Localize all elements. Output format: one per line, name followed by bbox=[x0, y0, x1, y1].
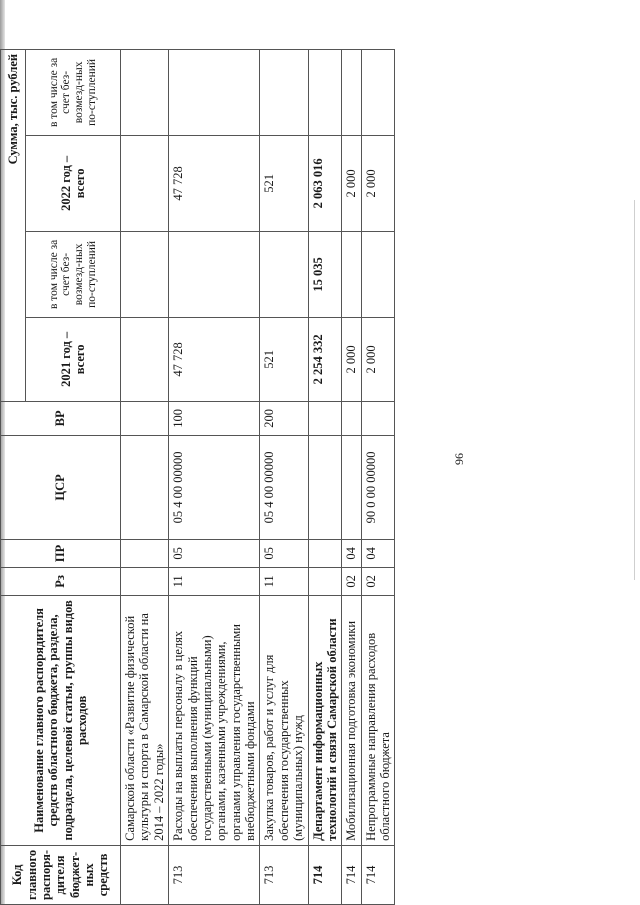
cell-2021-total: 2 000 bbox=[342, 317, 361, 401]
cell-vr bbox=[121, 401, 169, 435]
header-2022-grants: в том числе за счет без-возмезд-ных по-ступлений bbox=[26, 49, 121, 135]
header-rz: Рз bbox=[1, 567, 121, 595]
cell-csr bbox=[342, 435, 361, 539]
cell-code: 714 bbox=[308, 845, 342, 904]
cell-csr: 05 4 00 00000 bbox=[169, 435, 260, 539]
cell-pr bbox=[121, 539, 169, 567]
header-vr: ВР bbox=[1, 401, 121, 435]
cell-2022-total: 521 bbox=[260, 135, 308, 231]
cell-2022-grants bbox=[361, 49, 395, 135]
cell-csr: 90 0 00 00000 bbox=[361, 435, 395, 539]
cell-rz: 02 bbox=[342, 567, 361, 595]
cell-name: Закупка товаров, работ и услуг для обеспечения государственных (муниципальных) нужд bbox=[260, 595, 308, 845]
cell-2021-grants bbox=[169, 231, 260, 317]
cell-2021-total bbox=[121, 317, 169, 401]
header-row-1 bbox=[1, 49, 26, 904]
cell-rz: 11 bbox=[260, 567, 308, 595]
cell-code: 713 bbox=[260, 845, 308, 904]
cell-rz bbox=[121, 567, 169, 595]
header-2021-grants: в том числе за счет без-возмезд-ных по-ступлений bbox=[26, 231, 121, 317]
cell-2021-grants bbox=[361, 231, 395, 317]
cell-2021-total: 47 728 bbox=[169, 317, 260, 401]
cell-pr: 04 bbox=[361, 539, 395, 567]
cell-code bbox=[121, 845, 169, 904]
cell-csr: 05 4 00 00000 bbox=[260, 435, 308, 539]
cell-2021-grants bbox=[121, 231, 169, 317]
cell-pr: 05 bbox=[169, 539, 260, 567]
cell-2021-grants bbox=[260, 231, 308, 317]
cell-2022-grants bbox=[169, 49, 260, 135]
cell-code: 714 bbox=[342, 845, 361, 904]
cell-csr bbox=[121, 435, 169, 539]
header-sum-group: Сумма, тыс. рублей bbox=[1, 49, 26, 401]
cell-rz bbox=[308, 567, 342, 595]
header-2021-total: 2021 год – всего bbox=[26, 317, 121, 401]
header-name: Наименование главного распорядителя средств областного бюджета, раздела, подраздела, целевой статьи, группы видов расходов bbox=[1, 595, 121, 845]
cell-2022-grants bbox=[342, 49, 361, 135]
header-2022-total: 2022 год – всего bbox=[26, 135, 121, 231]
cell-rz: 02 bbox=[361, 567, 395, 595]
table-row bbox=[121, 49, 169, 904]
cell-vr bbox=[361, 401, 395, 435]
cell-pr bbox=[308, 539, 342, 567]
table-row bbox=[169, 49, 260, 904]
page-number: 96 bbox=[452, 453, 466, 465]
cell-2021-grants: 15 035 bbox=[308, 231, 342, 317]
cell-2021-total: 2 000 bbox=[361, 317, 395, 401]
cell-pr: 04 bbox=[342, 539, 361, 567]
cell-2022-total: 2 000 bbox=[361, 135, 395, 231]
cell-2022-total: 2 000 bbox=[342, 135, 361, 231]
cell-2022-grants bbox=[121, 49, 169, 135]
cell-name: Самарской области «Развитие физической культуры и спорта в Самарской области на 2014 – 2022 годы» bbox=[121, 595, 169, 845]
cell-2022-total: 2 063 016 bbox=[308, 135, 342, 231]
cell-pr: 05 bbox=[260, 539, 308, 567]
cell-2021-total: 2 254 332 bbox=[308, 317, 342, 401]
cell-vr: 200 bbox=[260, 401, 308, 435]
table-row bbox=[308, 49, 342, 904]
cell-2022-grants bbox=[308, 49, 342, 135]
cell-name: Расходы на выплаты персоналу в целях обеспечения выполнения функций государственными (муниципальными) органами, казенными учреждениями, органами управления государственными внебюджетными фондами bbox=[169, 595, 260, 845]
cell-2021-grants bbox=[342, 231, 361, 317]
table-row bbox=[342, 49, 361, 904]
cell-rz: 11 bbox=[169, 567, 260, 595]
cell-code: 713 bbox=[169, 845, 260, 904]
cell-code: 714 bbox=[361, 845, 395, 904]
header-csr: ЦСР bbox=[1, 435, 121, 539]
cell-name: Мобилизационная подготовка экономики bbox=[342, 595, 361, 845]
cell-2022-total: 47 728 bbox=[169, 135, 260, 231]
header-pr: ПР bbox=[1, 539, 121, 567]
budget-table bbox=[0, 49, 395, 905]
cell-2022-total bbox=[121, 135, 169, 231]
header-code: Код главного распоря-дителя бюджет-ных средств bbox=[1, 845, 121, 904]
cell-vr bbox=[308, 401, 342, 435]
table-row bbox=[361, 49, 395, 904]
table-row bbox=[260, 49, 308, 904]
cell-name: Непрограммные направления расходов областного бюджета bbox=[361, 595, 395, 845]
cell-vr bbox=[342, 401, 361, 435]
cell-name: Департамент информационных технологий и связи Самарской области bbox=[308, 595, 342, 845]
cell-2021-total: 521 bbox=[260, 317, 308, 401]
cell-vr: 100 bbox=[169, 401, 260, 435]
cell-2022-grants bbox=[260, 49, 308, 135]
cell-csr bbox=[308, 435, 342, 539]
